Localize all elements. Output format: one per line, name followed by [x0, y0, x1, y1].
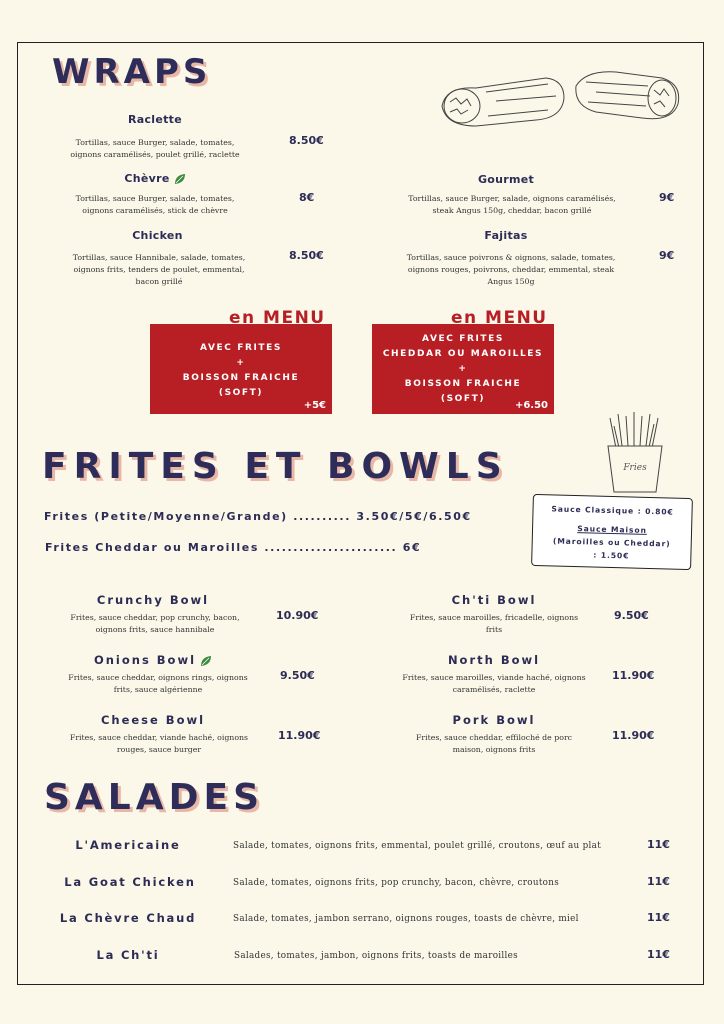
wrap-desc: Tortillas, sauce poivrons & oignons, salade, tomates, oignons rouges, poivrons, cheddar, emmental, steak Angus 150g — [406, 253, 616, 286]
menu-line: + — [458, 364, 468, 374]
bowl-desc: Frites, sauce cheddar, viande haché, oignons rouges, sauce burger — [69, 733, 249, 754]
salad-desc: Salade, tomates, oignons frits, emmental, poulet grillé, croutons, œuf au plat — [233, 841, 602, 851]
bowl-desc: Frites, sauce cheddar, pop crunchy, bacon, oignons frits, sauce hannibale — [70, 613, 240, 634]
menu-price: +6.50 — [514, 400, 548, 411]
wrap-price: 8.50€ — [289, 249, 324, 262]
wrap-name — [70, 172, 240, 185]
wrap-desc: Tortillas, sauce Burger, salade, tomates, oignons caramélisés, poulet grillé, raclette — [70, 138, 240, 159]
frites-heading: FRITES ET BOWLS — [42, 446, 509, 487]
bowl-price: 11.90€ — [612, 669, 655, 682]
salad-price: 11€ — [647, 948, 670, 961]
menu-box-classic — [150, 324, 332, 414]
wrap-name-text: Chèvre — [124, 172, 170, 185]
menu-line: AVEC FRITES — [421, 334, 504, 344]
wrap-desc: Tortillas, sauce Hannibale, salade, tomates, oignons frits, tenders de poulet, emmental, bacon grillé — [72, 253, 246, 286]
menu-price: +5€ — [303, 400, 326, 411]
fries-illustration — [600, 412, 670, 494]
wrap-illustration — [436, 66, 688, 132]
vegetarian-leaf-icon — [200, 655, 212, 667]
menu-line: AVEC FRITES — [199, 343, 282, 353]
bowl-name: Cheese Bowl — [100, 713, 206, 727]
salad-name: La Goat Chicken — [64, 875, 196, 889]
salad-name: La Ch'ti — [96, 948, 160, 962]
bowl-name: Pork Bowl — [452, 713, 536, 727]
menu-title: en MENU — [451, 308, 548, 328]
bowl-name: North Bowl — [447, 653, 541, 667]
bowl-desc: Frites, sauce cheddar, oignons rings, oignons frits, sauce algérienne — [68, 673, 248, 694]
salad-price: 11€ — [647, 875, 670, 888]
frites-cheddar-line: Frites Cheddar ou Maroilles ....................... 6€ — [45, 541, 422, 554]
wrap-name: Gourmet — [477, 173, 535, 186]
bowl-price: 9.50€ — [614, 609, 649, 622]
bowl-desc: Frites, sauce cheddar, effiloché de porc maison, oignons frits — [415, 733, 573, 754]
frites-price-line: Frites (Petite/Moyenne/Grande) .......... 3.50€/5€/6.50€ — [44, 510, 472, 523]
bowl-price: 9.50€ — [280, 669, 315, 682]
salad-desc: Salade, tomates, jambon serrano, oignons rouges, toasts de chèvre, miel — [233, 914, 579, 924]
bowl-desc: Frites, sauce maroilles, fricadelle, oignons frits — [409, 613, 579, 634]
sauce-maison-price: : 1.50€ — [593, 550, 630, 561]
menu-title: en MENU — [229, 308, 326, 328]
salades-heading: SALADES — [44, 777, 264, 818]
sauce-maison-detail: (Maroilles ou Cheddar) — [552, 536, 671, 549]
salad-desc: Salade, tomates, oignons frits, pop crunchy, bacon, chèvre, croutons — [233, 878, 560, 888]
salad-price: 11€ — [647, 838, 670, 851]
bowl-name-text: Onions Bowl — [93, 653, 197, 667]
wrap-price: 8€ — [299, 191, 315, 204]
sauce-maison: Sauce Maison — [577, 524, 647, 535]
sauce-classique: Sauce Classique : 0.80€ — [551, 504, 674, 517]
wrap-price: 9€ — [659, 191, 675, 204]
wrap-price: 8.50€ — [289, 134, 324, 147]
salad-name: La Chèvre Chaud — [59, 911, 197, 925]
bowl-name: Ch'ti Bowl — [451, 593, 537, 607]
bowl-price: 11.90€ — [612, 729, 655, 742]
wrap-desc: Tortillas, sauce Burger, salade, oignons caramélisés, steak Angus 150g, cheddar, bacon grillé — [408, 194, 616, 215]
wrap-name: Chicken — [132, 229, 183, 242]
salad-desc: Salades, tomates, jambon, oignons frits, toasts de maroilles — [234, 951, 518, 961]
menu-line: CHEDDAR OU MAROILLES — [382, 349, 544, 359]
bowl-desc: Frites, sauce maroilles, viande haché, oignons caramélisés, raclette — [402, 673, 586, 694]
bowl-name: Crunchy Bowl — [96, 593, 210, 607]
bowl-price: 11.90€ — [278, 729, 321, 742]
salad-name: L'Americaine — [75, 838, 181, 852]
wrap-name: Fajitas — [484, 229, 528, 242]
bowl-price: 10.90€ — [276, 609, 319, 622]
bowl-name — [70, 653, 236, 667]
menu-line: + — [236, 358, 246, 368]
sauce-box — [531, 494, 693, 570]
wrap-name: Raclette — [127, 113, 183, 126]
vegetarian-leaf-icon — [174, 173, 186, 185]
salad-price: 11€ — [647, 911, 670, 924]
menu-line: (SOFT) — [218, 388, 264, 398]
menu-line: (SOFT) — [440, 394, 486, 404]
menu-line: BOISSON FRAICHE — [404, 379, 522, 389]
menu-line: BOISSON FRAICHE — [182, 373, 300, 383]
fries-logo-text: Fries — [623, 463, 647, 473]
wrap-desc: Tortillas, sauce Burger, salade, tomates, oignons caramélisés, stick de chèvre — [75, 194, 235, 215]
menu-box-cheddar — [372, 324, 554, 414]
wraps-heading: WRAPS — [52, 52, 212, 92]
wrap-price: 9€ — [659, 249, 675, 262]
